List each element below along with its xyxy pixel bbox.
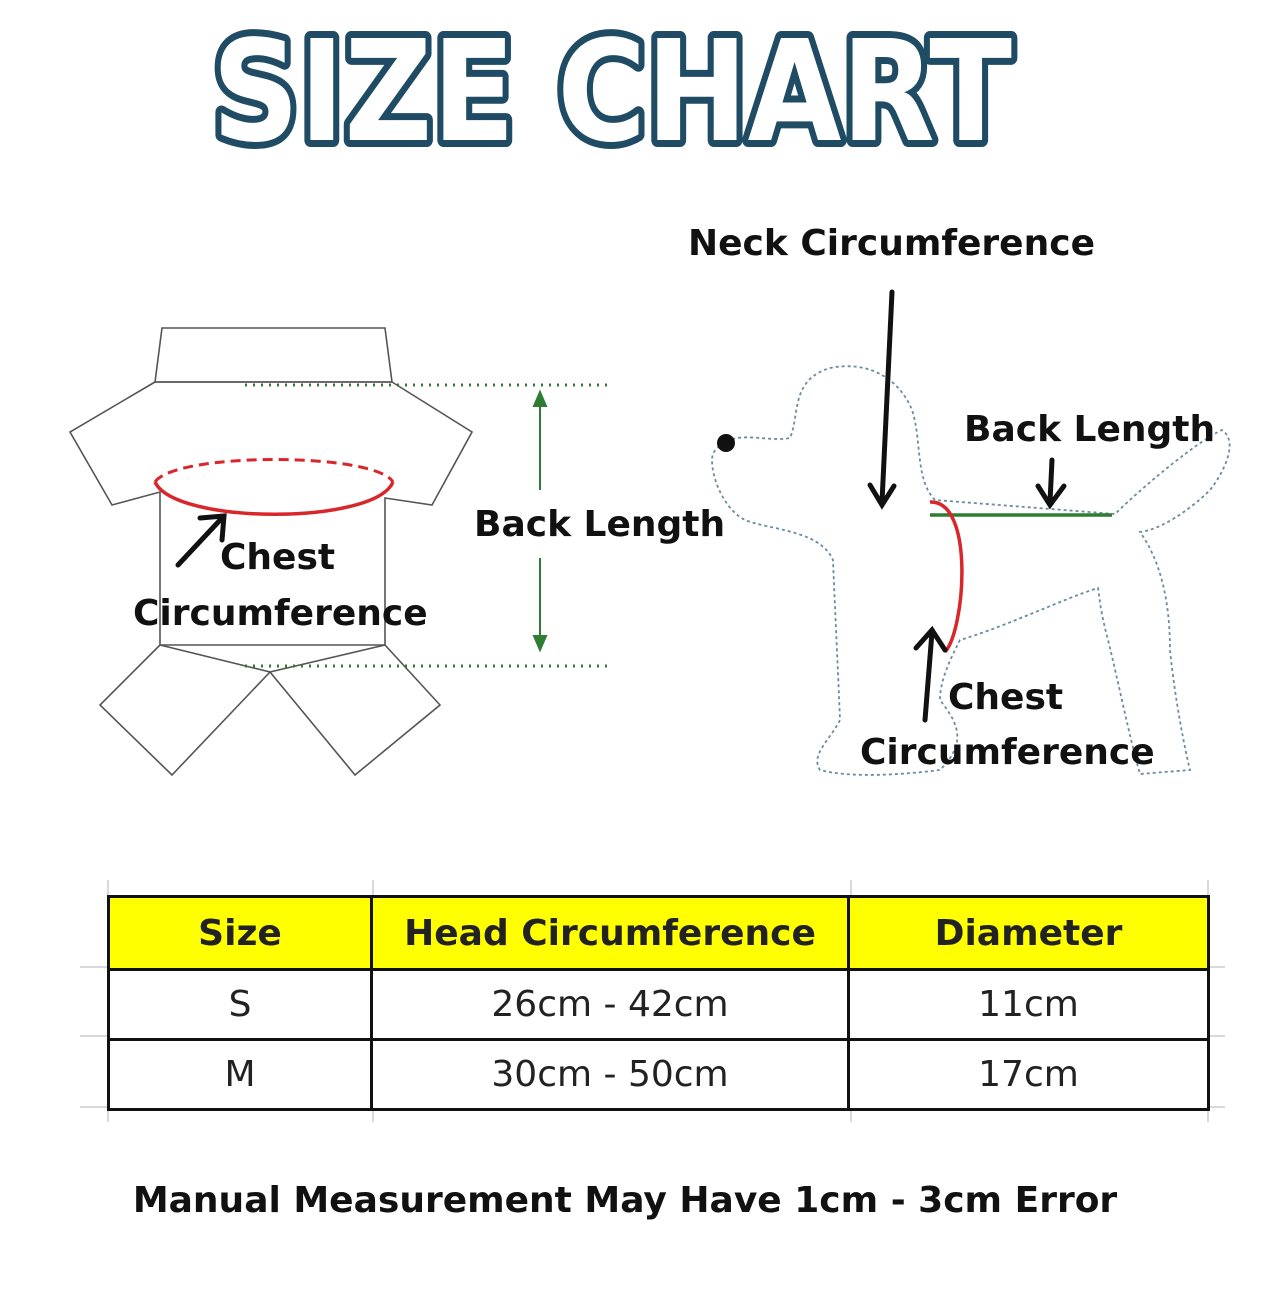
dog-chest-label: Chest [948, 677, 1064, 718]
cell-head-circumference: 30cm - 50cm [372, 1040, 849, 1110]
header-diameter: Diameter [849, 897, 1209, 970]
table-header-row [109, 897, 1209, 970]
cell-size: M [109, 1040, 372, 1110]
garment-chest-arc-front [155, 482, 393, 514]
dog-chest-label-2: Circumference [860, 732, 1155, 773]
neck-circumference-label: Neck Circumference [688, 223, 1095, 264]
cell-size: S [109, 970, 372, 1040]
table-row [109, 1040, 1209, 1110]
neck-arrow [870, 292, 894, 505]
dog-back-length-label: Back Length [964, 409, 1216, 450]
cell-diameter: 17cm [849, 1040, 1209, 1110]
garment-chest-arc-back [155, 460, 393, 483]
header-size: Size [109, 897, 372, 970]
garment-back-length-label: Back Length [474, 504, 726, 545]
dog-chest-arrow [916, 630, 945, 720]
header-head-circumference: Head Circumference [372, 897, 849, 970]
title-banner [0, 0, 1275, 180]
garment-chest-label: Chest [220, 537, 336, 578]
measurement-error-note: Manual Measurement May Have 1cm - 3cm Error [132, 1180, 1118, 1221]
measurement-diagram [0, 180, 1275, 860]
dog-chest-line [930, 502, 962, 652]
garment-chest-arrow [178, 516, 224, 565]
dog-back-length-arrow [1038, 460, 1064, 505]
cell-diameter: 11cm [849, 970, 1209, 1040]
cell-head-circumference: 26cm - 42cm [372, 970, 849, 1040]
title-graphic [0, 0, 1275, 180]
dog-nose [717, 434, 735, 452]
size-table [107, 895, 1210, 1111]
table-row [109, 970, 1209, 1040]
garment-chest-label-2: Circumference [133, 593, 428, 634]
size-chart-title: SIZE CHART [212, 11, 1012, 174]
